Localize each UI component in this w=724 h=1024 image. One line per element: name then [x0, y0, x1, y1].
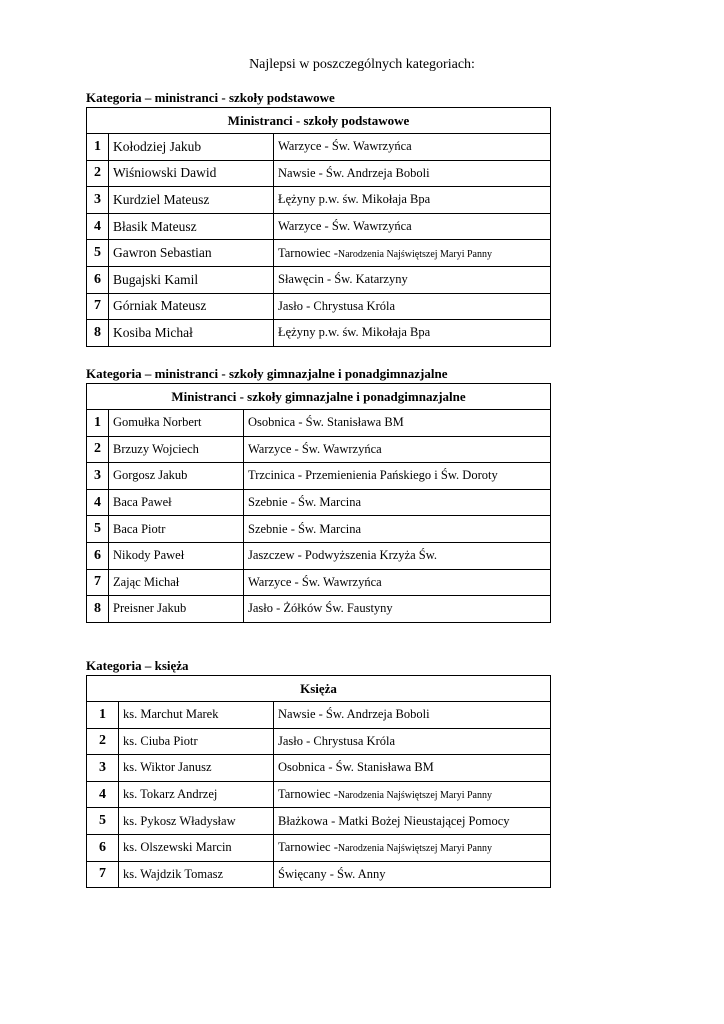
- parish-text: Trzcinica - Przemienienia Pańskiego i Św. Doroty: [248, 468, 498, 483]
- parish-text: Łężyny p.w. św. Mikołaja Bpa: [278, 325, 431, 340]
- parish-dedication-text: Narodzenia Najświętszej Maryi Panny: [337, 843, 492, 855]
- name-cell: Zając Michał: [109, 569, 244, 596]
- section-secondary-schools: [86, 365, 550, 623]
- parish-text: Nawsie - Św. Andrzeja Boboli: [278, 707, 430, 722]
- name-cell: ks. Wiktor Janusz: [119, 755, 274, 782]
- parish-cell: [274, 160, 551, 187]
- parish-dedication-text: Narodzenia Najświętszej Maryi Panny: [337, 248, 492, 260]
- name-cell: Kurdziel Mateusz: [109, 187, 274, 214]
- table-row: [87, 463, 551, 490]
- parish-text: Tarnowiec -: [278, 840, 338, 855]
- parish-text: Szebnie - Św. Marcina: [248, 521, 362, 536]
- parish-cell: [244, 489, 551, 516]
- parish-cell: [274, 134, 551, 161]
- parish-cell: [274, 834, 551, 861]
- name-cell: Gawron Sebastian: [109, 240, 274, 267]
- table-row: [87, 436, 551, 463]
- name-cell: Gomułka Norbert: [109, 410, 244, 437]
- table-row: [87, 808, 551, 835]
- parish-cell: [244, 569, 551, 596]
- parish-text: Błażkowa - Matki Bożej Nieustającej Pomocy: [278, 813, 510, 828]
- parish-text: Łężyny p.w. św. Mikołaja Bpa: [278, 192, 431, 207]
- table-row: [87, 781, 551, 808]
- name-cell: Błasik Mateusz: [109, 213, 274, 240]
- table-row: [87, 516, 551, 543]
- rank-cell: 1: [87, 702, 119, 729]
- parish-text: Osobnica - Św. Stanisława BM: [248, 415, 404, 430]
- parish-cell: [274, 213, 551, 240]
- table-row: [87, 489, 551, 516]
- rank-cell: 3: [87, 755, 119, 782]
- name-cell: ks. Wajdzik Tomasz: [119, 861, 274, 888]
- parish-cell: [274, 320, 551, 347]
- parish-cell: [274, 293, 551, 320]
- parish-cell: [274, 781, 551, 808]
- parish-text: Jasło - Żółków Św. Faustyny: [248, 601, 393, 616]
- parish-cell: [274, 240, 551, 267]
- parish-cell: [274, 755, 551, 782]
- table-row: [87, 320, 551, 347]
- table-row: [87, 293, 551, 320]
- rank-cell: 4: [87, 781, 119, 808]
- rank-cell: 4: [87, 489, 109, 516]
- name-cell: Baca Piotr: [109, 516, 244, 543]
- table-row: [87, 861, 551, 888]
- rank-cell: 8: [87, 596, 109, 623]
- parish-text: Jasło - Chrystusa Króla: [278, 298, 395, 313]
- table-row: [87, 728, 551, 755]
- parish-text: Tarnowiec -: [278, 787, 338, 802]
- name-cell: Górniak Mateusz: [109, 293, 274, 320]
- name-cell: Nikody Paweł: [109, 542, 244, 569]
- name-cell: ks. Marchut Marek: [119, 702, 274, 729]
- parish-text: Tarnowiec -: [278, 245, 338, 260]
- name-cell: Gorgosz Jakub: [109, 463, 244, 490]
- table-row: [87, 187, 551, 214]
- name-cell: Brzuzy Wojciech: [109, 436, 244, 463]
- rank-cell: 6: [87, 266, 109, 293]
- section-priests: [86, 657, 550, 888]
- table-title: Ministranci - szkoły podstawowe: [87, 108, 551, 134]
- parish-text: Sławęcin - Św. Katarzyny: [278, 272, 408, 287]
- parish-text: Warzyce - Św. Wawrzyńca: [278, 219, 412, 234]
- page-title: Najlepsi w poszczególnych kategoriach:: [249, 57, 475, 72]
- rank-cell: 5: [87, 240, 109, 267]
- parish-text: Warzyce - Św. Wawrzyńca: [248, 441, 382, 456]
- rank-cell: 3: [87, 463, 109, 490]
- table-row: [87, 213, 551, 240]
- rank-cell: 4: [87, 213, 109, 240]
- rank-cell: 2: [87, 728, 119, 755]
- parish-cell: [274, 728, 551, 755]
- rank-cell: 8: [87, 320, 109, 347]
- section-heading: Kategoria – ministranci - szkoły gimnazjalne i ponadgimnazjalne: [86, 366, 448, 381]
- parish-cell: [244, 463, 551, 490]
- section-primary-schools: [86, 89, 550, 347]
- rank-cell: 1: [87, 134, 109, 161]
- section-heading: Kategoria – księża: [86, 658, 189, 673]
- table-row: [87, 569, 551, 596]
- parish-text: Nawsie - Św. Andrzeja Boboli: [278, 165, 430, 180]
- results-table: [86, 383, 551, 623]
- parish-text: Warzyce - Św. Wawrzyńca: [278, 139, 412, 154]
- name-cell: Kołodziej Jakub: [109, 134, 274, 161]
- parish-cell: [244, 542, 551, 569]
- parish-cell: [244, 516, 551, 543]
- table-row: [87, 266, 551, 293]
- parish-text: Warzyce - Św. Wawrzyńca: [248, 574, 382, 589]
- results-table: [86, 675, 551, 888]
- parish-text: Osobnica - Św. Stanisława BM: [278, 760, 434, 775]
- table-row: [87, 240, 551, 267]
- name-cell: Wiśniowski Dawid: [109, 160, 274, 187]
- rank-cell: 7: [87, 861, 119, 888]
- rank-cell: 3: [87, 187, 109, 214]
- table-row: [87, 134, 551, 161]
- section-heading: Kategoria – ministranci - szkoły podstawowe: [86, 90, 335, 105]
- parish-text: Jaszczew - Podwyższenia Krzyża Św.: [248, 548, 438, 563]
- parish-cell: [244, 410, 551, 437]
- parish-text: Jasło - Chrystusa Króla: [278, 733, 395, 748]
- table-row: [87, 542, 551, 569]
- rank-cell: 1: [87, 410, 109, 437]
- rank-cell: 5: [87, 808, 119, 835]
- table-row: [87, 755, 551, 782]
- rank-cell: 7: [87, 569, 109, 596]
- parish-cell: [274, 702, 551, 729]
- table-row: [87, 160, 551, 187]
- parish-cell: [274, 187, 551, 214]
- rank-cell: 2: [87, 436, 109, 463]
- results-table: [86, 107, 551, 347]
- table-row: [87, 596, 551, 623]
- name-cell: ks. Ciuba Piotr: [119, 728, 274, 755]
- rank-cell: 6: [87, 834, 119, 861]
- parish-cell: [244, 436, 551, 463]
- parish-cell: [274, 266, 551, 293]
- table-row: [87, 702, 551, 729]
- parish-cell: [244, 596, 551, 623]
- rank-cell: 2: [87, 160, 109, 187]
- name-cell: ks. Tokarz Andrzej: [119, 781, 274, 808]
- name-cell: ks. Olszewski Marcin: [119, 834, 274, 861]
- table-row: [87, 410, 551, 437]
- table-title: Ministranci - szkoły gimnazjalne i ponadgimnazjalne: [87, 384, 551, 410]
- name-cell: Bugajski Kamil: [109, 266, 274, 293]
- rank-cell: 7: [87, 293, 109, 320]
- name-cell: Preisner Jakub: [109, 596, 244, 623]
- name-cell: Kosiba Michał: [109, 320, 274, 347]
- parish-cell: [274, 861, 551, 888]
- parish-text: Szebnie - Św. Marcina: [248, 495, 362, 510]
- table-title: Księża: [87, 676, 551, 702]
- parish-dedication-text: Narodzenia Najświętszej Maryi Panny: [337, 790, 492, 802]
- name-cell: Baca Paweł: [109, 489, 244, 516]
- name-cell: ks. Pykosz Władysław: [119, 808, 274, 835]
- rank-cell: 5: [87, 516, 109, 543]
- rank-cell: 6: [87, 542, 109, 569]
- parish-cell: [274, 808, 551, 835]
- table-row: [87, 834, 551, 861]
- parish-text: Święcany - Św. Anny: [278, 866, 386, 881]
